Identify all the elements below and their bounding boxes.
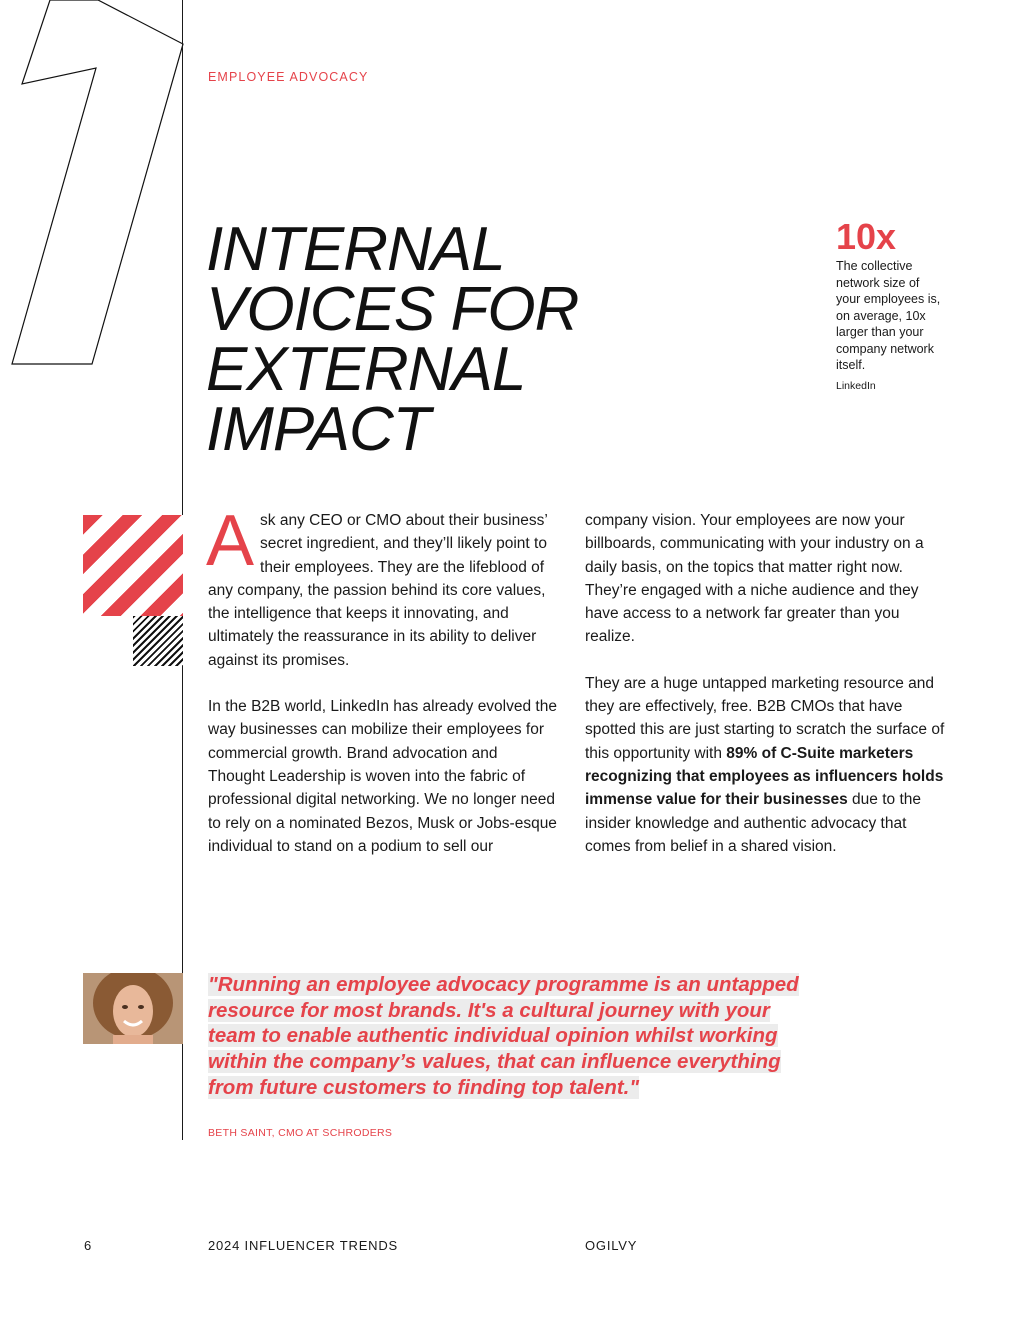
body-text: due to the insider knowledge and authentic advocacy that comes from belief in a shared vision. (585, 791, 922, 855)
drop-cap: A (206, 501, 255, 581)
quote-text: "Running an employee advocacy programme is an untapped resource for most brands. It's a cultural journey with your team to enable authentic individual opinion whilst working within the company’s values, that can influence everything from future customers to finding top talent." (208, 973, 799, 1099)
body-text: They are a huge untapped marketing resource and they are effectively, free. B2B CMOs that have spotted this are just starting to scratch the surface of this opportunity with (585, 674, 945, 762)
page-title (206, 215, 806, 464)
quote-attribution: BETH SAINT, CMO AT SCHRODERS (208, 1127, 393, 1139)
page-number: 6 (84, 1238, 93, 1253)
avatar (83, 973, 183, 1044)
headline-line: IMPACT (206, 395, 430, 464)
headline-line: VOICES FOR (206, 275, 579, 344)
body-paragraph: company vision. Your employees are now your billboards, communicating with your industry on a daily basis, on the topics that matter right now. They’re engaged with a niche audience and they have access to a network far greater than you realize. (585, 512, 924, 646)
headline-line: EXTERNAL (206, 335, 526, 404)
footer-brand: OGILVY (585, 1238, 638, 1253)
body-paragraph (585, 672, 945, 858)
section-label: EMPLOYEE ADVOCACY (208, 70, 369, 84)
body-column-left (206, 501, 558, 881)
stat-text: The collective network size of your employees is, on average, 10x larger than your company network itself. (836, 259, 941, 372)
stat-source: LinkedIn (836, 380, 876, 392)
pull-quote (208, 972, 818, 1101)
footer-publication: 2024 INFLUENCER TRENDS (208, 1238, 399, 1253)
body-paragraph: In the B2B world, LinkedIn has already evolved the way businesses can mobilize their employees for commercial growth. Brand advocation and Thought Leadership is woven into the fabric of professional digital networking. We no longer need to rely on a nominated Bezos, Musk or Jobs-esque individual to stand on a podium to sell our (208, 698, 557, 855)
body-column-right (585, 509, 945, 881)
stat-number: 10x (836, 216, 897, 257)
black-stripes-decoration (133, 616, 183, 666)
body-text: sk any CEO or CMO about their business’ secret ingredient, and they’ll likely point to their employees. They are the lifeblood of any company, the passion behind its core values, the intelligence that keeps it innovating, and ultimately the reassurance in its ability to deliver against its promises. (208, 512, 548, 669)
body-paragraph (206, 501, 558, 672)
headline-line: INTERNAL (206, 215, 505, 284)
body-highlight-stat: 89% of C-Suite marketers recognizing that employees as influencers holds immense value for their businesses (585, 744, 944, 809)
red-stripes-decoration (83, 515, 183, 616)
chapter-numeral-outline (8, 0, 186, 368)
